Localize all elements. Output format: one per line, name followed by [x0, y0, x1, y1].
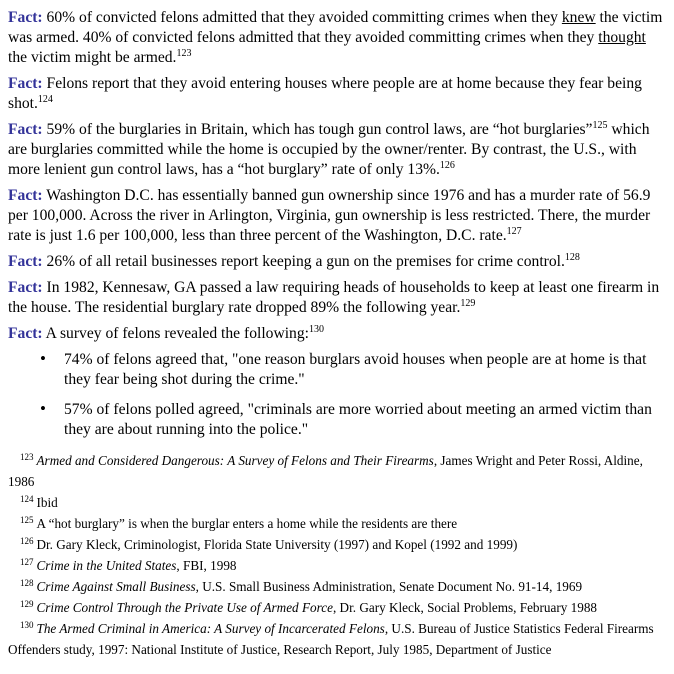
- footnote-text: Ibid: [36, 495, 58, 510]
- underlined-text: knew: [561, 9, 596, 26]
- footnote-text: , James Wright and Peter Rossi, Aldine, 1986: [8, 453, 643, 489]
- footnote-number: 126: [20, 535, 34, 546]
- footnote-125: [8, 513, 665, 534]
- footnote-ref: 128: [564, 251, 580, 263]
- fact-paragraph-2: [8, 74, 665, 114]
- fact-label: Fact:: [8, 187, 43, 204]
- footnote-number: 128: [20, 577, 34, 588]
- bullet-list: [8, 350, 665, 440]
- fact-text: A survey of felons revealed the following:: [42, 325, 309, 342]
- fact-text: Felons report that they avoid entering houses where people are at home because they fear being shot.: [8, 75, 642, 112]
- footnote-number: 129: [20, 598, 34, 609]
- fact-label: Fact:: [8, 75, 43, 92]
- fact-text: 26% of all retail businesses report keeping a gun on the premises for crime control.: [42, 253, 565, 270]
- footnote-title: Crime Control Through the Private Use of Armed Force: [36, 600, 333, 615]
- fact-label: Fact:: [8, 9, 43, 26]
- footnote-number: 123: [20, 451, 34, 462]
- fact-label: Fact:: [8, 325, 43, 342]
- footnote-number: 127: [20, 556, 34, 567]
- bullet-text: 57% of felons polled agreed, "criminals are more worried about meeting an armed victim than they are about running into the police.": [64, 401, 652, 438]
- footnote-number: 125: [20, 514, 34, 525]
- fact-paragraph-3: [8, 120, 665, 180]
- fact-label: Fact:: [8, 279, 43, 296]
- footnote-text: , U.S. Small Business Administration, Senate Document No. 91-14, 1969: [195, 579, 583, 594]
- footnote-title: Armed and Considered Dangerous: A Survey of Felons and Their Firearms: [36, 453, 434, 468]
- footnote-124: [8, 492, 665, 513]
- footnote-title: The Armed Criminal in America: A Survey of Incarcerated Felons: [36, 621, 385, 636]
- fact-text: In 1982, Kennesaw, GA passed a law requiring heads of households to keep at least one firearm in the house. The residential burglary rate dropped 89% the following year.: [8, 279, 660, 316]
- fact-paragraph-7: [8, 324, 665, 344]
- footnotes-section: [8, 450, 665, 660]
- fact-text: 59% of the burglaries in Britain, which has tough gun control laws, are “hot burglaries”: [42, 121, 593, 138]
- footnote-123: [8, 450, 665, 492]
- fact-label: Fact:: [8, 253, 43, 270]
- fact-text: the victim was armed. 40% of convicted felons admitted that they avoided committing crimes when they: [8, 9, 663, 46]
- footnote-text: , FBI, 1998: [176, 558, 237, 573]
- footnote-text: , Dr. Gary Kleck, Social Problems, February 1988: [332, 600, 598, 615]
- footnote-ref: 127: [506, 225, 522, 237]
- fact-text: which are burglaries committed while the home is occupied by the owner/renter. By contrast, the U.S., with more lenient gun control laws, has a “hot burglary” rate of only 13%.: [8, 121, 650, 178]
- footnote-128: [8, 576, 665, 597]
- footnote-number: 124: [20, 493, 34, 504]
- bullet-item: [8, 400, 665, 440]
- underlined-text: thought: [598, 29, 646, 46]
- footnote-ref: 126: [439, 159, 455, 171]
- footnote-ref: 124: [37, 93, 53, 105]
- footnote-title: Crime in the United States: [36, 558, 177, 573]
- fact-paragraph-5: [8, 252, 665, 272]
- fact-paragraph-6: [8, 278, 665, 318]
- footnote-130: [8, 618, 665, 660]
- fact-text: Washington D.C. has essentially banned gun ownership since 1976 and has a murder rate of 56.9 per 100,000. Across the river in Arlington, Virginia, gun ownership is less restricted. There, the murder rate is just 1.6 per 100,000, less than three percent of the Washington, D.C. rate.: [8, 187, 651, 244]
- footnote-ref: 130: [308, 323, 324, 335]
- footnote-ref: 129: [460, 297, 476, 309]
- bullet-item: [8, 350, 665, 390]
- footnote-text: A “hot burglary” is when the burglar enters a home while the residents are there: [36, 516, 458, 531]
- footnote-number: 130: [20, 619, 34, 630]
- footnote-ref: 125: [592, 119, 608, 131]
- footnote-text: Dr. Gary Kleck, Criminologist, Florida State University (1997) and Kopel (1992 and 1999): [36, 537, 518, 552]
- footnote-title: Crime Against Small Business: [36, 579, 196, 594]
- footnote-126: [8, 534, 665, 555]
- fact-label: Fact:: [8, 121, 43, 138]
- fact-paragraph-1: [8, 8, 665, 68]
- footnote-ref: 123: [176, 47, 192, 59]
- bullet-text: 74% of felons agreed that, "one reason burglars avoid houses when people are at home is that they fear being shot during the crime.": [64, 351, 647, 388]
- footnote-text: , U.S. Bureau of Justice Statistics Federal Firearms Offenders study, 1997: National Institute of Justice, Research Report, July 1985, Department of Justice: [8, 621, 654, 657]
- fact-text: 60% of convicted felons admitted that they avoided committing crimes when they: [42, 9, 562, 26]
- footnote-127: [8, 555, 665, 576]
- fact-paragraph-4: [8, 186, 665, 246]
- fact-text: the victim might be armed.: [8, 49, 177, 66]
- footnote-129: [8, 597, 665, 618]
